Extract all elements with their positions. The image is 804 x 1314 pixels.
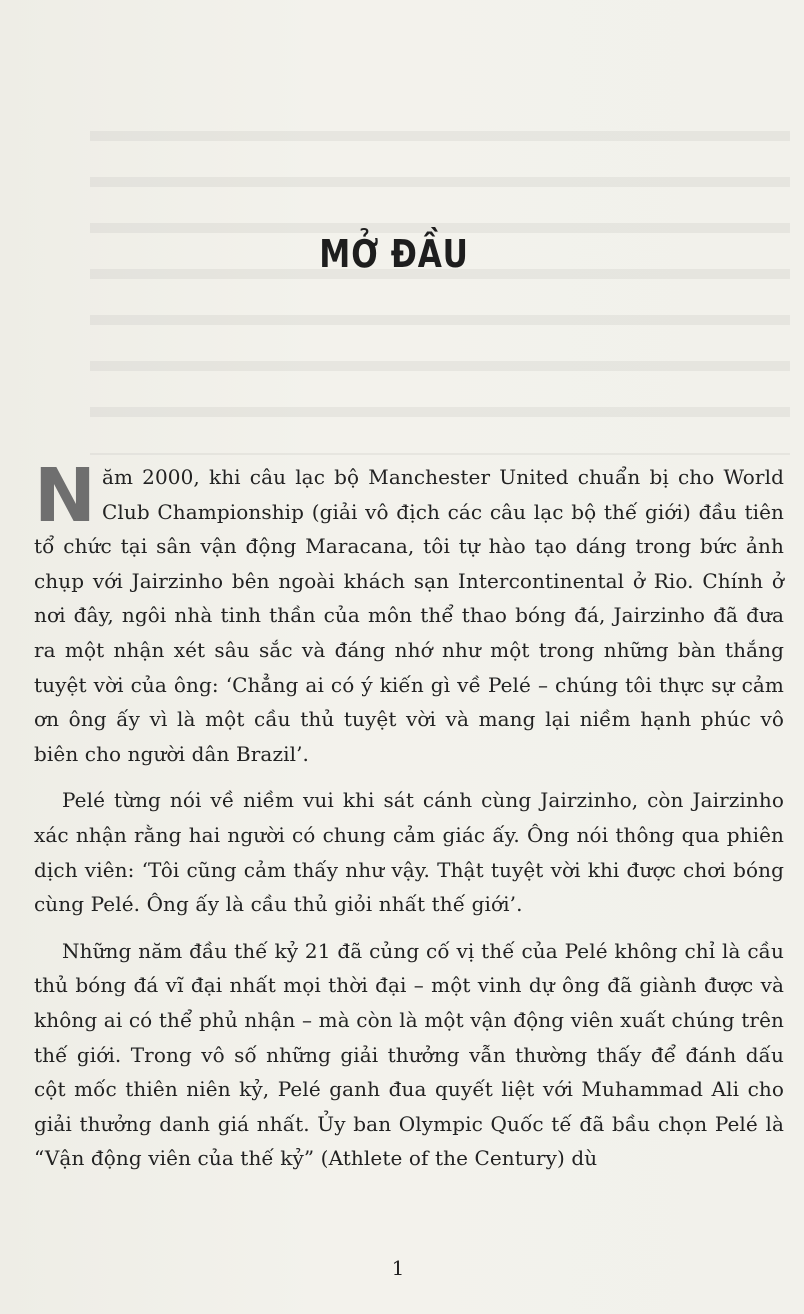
body-text: [34, 453, 784, 1188]
paragraph-2: Pelé từng nói về niềm vui khi sát cánh cùng Jairzinho, còn Jairzinho xác nhận rằng hai người có chung cảm giác ấy. Ông nói thông qua phiên dịch viên: ‘Tôi cũng cảm thấy như vậy. Thật tuyệt vời khi được chơi bóng cùng Pelé. Ông ấy là cầu thủ giỏi nhất thế giới’.: [34, 788, 784, 917]
drop-cap: N: [34, 453, 94, 539]
paragraph-3: Những năm đầu thế kỷ 21 đã củng cố vị thế của Pelé không chỉ là cầu thủ bóng đá vĩ đại nhất mọi thời đại – một vinh dự ông đã giành được và không ai có thể phủ nhận – mà còn là một vận động viên xuất chúng trên thế giới. Trong vô số những giải thưởng vẫn thường thấy để đánh dấu cột mốc thiên niên kỷ, Pelé ganh đua quyết liệt với Muhammad Ali cho giải thưởng danh giá nhất. Ủy ban Olympic Quốc tế đã bầu chọn Pelé là “Vận động viên của thế kỷ” (Athlete of the Century) dù: [34, 938, 784, 1171]
paragraph-1: [34, 453, 784, 771]
chapter-title: MỞ ĐẦU: [319, 232, 469, 276]
page-number: 1: [391, 1256, 405, 1280]
paragraph-1-text: ăm 2000, khi câu lạc bộ Manchester United chuẩn bị cho World Club Championship (giải vô địch các câu lạc bộ thế giới) đầu tiên tổ chức tại sân vận động Maracana, tôi tự hào tạo dáng trong bức ảnh chụp với Jairzinho bên ngoài khách sạn Intercontinental ở Rio. Chính ở nơi đây, ngôi nhà tinh thần của môn thể thao bóng đá, Jairzinho đã đưa ra một nhận xét sâu sắc và đáng nhớ như một trong những bàn thắng tuyệt vời của ông: ‘Chẳng ai có ý kiến gì về Pelé – chúng tôi thực sự cảm ơn ông ấy vì là một cầu thủ tuyệt vời và mang lại niềm hạnh phúc vô biên cho người dân Brazil’.: [34, 465, 784, 766]
